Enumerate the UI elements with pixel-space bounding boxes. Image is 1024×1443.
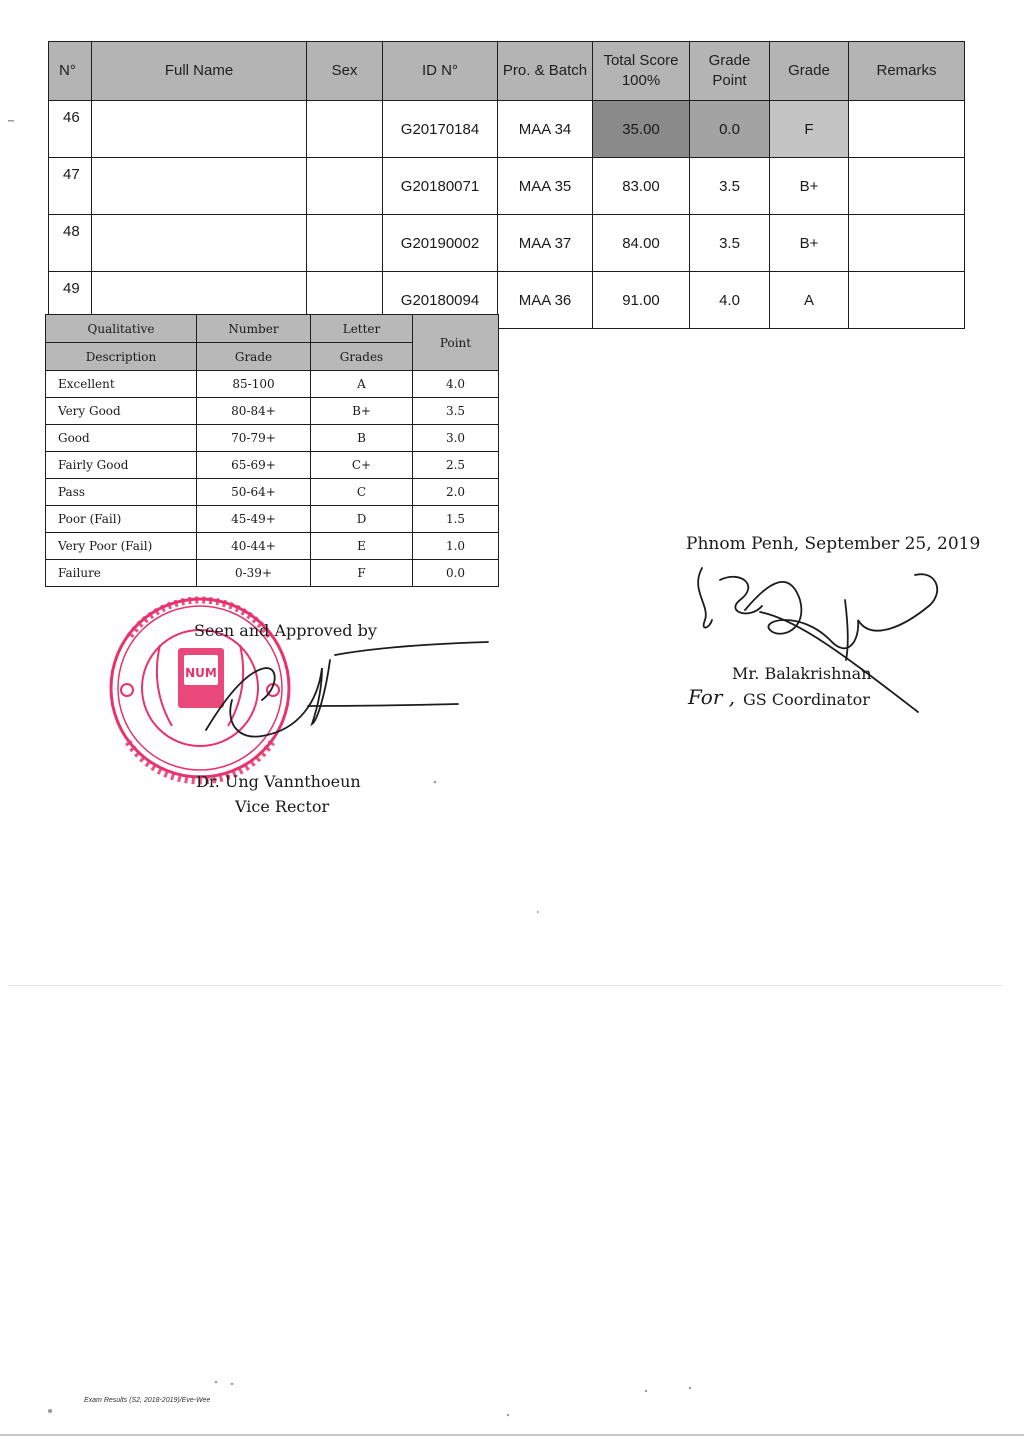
scale-letter: A (311, 371, 413, 398)
row-number: 46 (49, 101, 92, 158)
place-date: Phnom Penh, September 25, 2019 (686, 534, 981, 554)
scale-header-description: Description (46, 343, 197, 371)
grade-point-cell: 4.0 (690, 272, 770, 329)
scale-point: 3.0 (413, 425, 499, 452)
col-header-grade: Grade (770, 42, 849, 101)
score-cell: 91.00 (593, 272, 690, 329)
grade-point-cell: 3.5 (690, 158, 770, 215)
scale-letter: D (311, 506, 413, 533)
scale-number: 70-79+ (197, 425, 311, 452)
scale-point: 0.0 (413, 560, 499, 587)
footer-note: Exam Results (S2, 2018-2019)/Eve-Wee (84, 1397, 211, 1404)
col-header-total-score: Total Score 100% (593, 42, 690, 101)
scale-number: 0-39+ (197, 560, 311, 587)
scale-number: 40-44+ (197, 533, 311, 560)
scale-number: 65-69+ (197, 452, 311, 479)
scale-number: 85-100 (197, 371, 311, 398)
scale-header-number: Number (197, 315, 311, 343)
batch-cell: MAA 35 (498, 158, 593, 215)
approver-role: Vice Rector (235, 797, 330, 816)
id-cell: G20170184 (383, 101, 498, 158)
col-header-sex: Sex (307, 42, 383, 101)
signer-role: GS Coordinator (743, 690, 870, 709)
scale-letter: C (311, 479, 413, 506)
scale-letter: E (311, 533, 413, 560)
scale-number: 50-64+ (197, 479, 311, 506)
scale-point: 2.5 (413, 452, 499, 479)
grade-point-cell: 3.5 (690, 215, 770, 272)
row-number: 48 (49, 215, 92, 272)
scale-point: 3.5 (413, 398, 499, 425)
scale-description: Very Good (46, 398, 197, 425)
col-header-batch: Pro. & Batch (498, 42, 593, 101)
scale-number: 45-49+ (197, 506, 311, 533)
col-header-number: N° (49, 42, 92, 101)
scale-header-point: Point (413, 315, 499, 371)
scale-letter: B (311, 425, 413, 452)
scale-description: Poor (Fail) (46, 506, 197, 533)
approved-label: Seen and Approved by (194, 621, 377, 640)
scale-description: Excellent (46, 371, 197, 398)
scale-letter: F (311, 560, 413, 587)
scale-point: 4.0 (413, 371, 499, 398)
scale-description: Good (46, 425, 197, 452)
scale-description: Failure (46, 560, 197, 587)
approver-name: Dr. Ung Vannthoeun (196, 772, 361, 791)
scale-header-grade: Grade (197, 343, 311, 371)
col-header-id: ID N° (383, 42, 498, 101)
scale-point: 1.5 (413, 506, 499, 533)
score-cell: 83.00 (593, 158, 690, 215)
scale-point: 2.0 (413, 479, 499, 506)
signer-for-handwritten: For , (688, 685, 736, 709)
scale-letter: C+ (311, 452, 413, 479)
col-header-remarks: Remarks (849, 42, 965, 101)
scale-header-qualitative: Qualitative (46, 315, 197, 343)
grade-point-cell: 0.0 (690, 101, 770, 158)
id-cell: G20190002 (383, 215, 498, 272)
scale-description: Pass (46, 479, 197, 506)
score-cell: 35.00 (593, 101, 690, 158)
scan-artifacts (0, 120, 1024, 1436)
scale-number: 80-84+ (197, 398, 311, 425)
id-cell: G20180071 (383, 158, 498, 215)
col-header-grade-point: Grade Point (690, 42, 770, 101)
score-cell: 84.00 (593, 215, 690, 272)
seal-monogram: NUM (185, 666, 217, 680)
id-cell: G20180094 (383, 272, 498, 329)
batch-cell: MAA 34 (498, 101, 593, 158)
row-number: 47 (49, 158, 92, 215)
signer-name: Mr. Balakrishnan (732, 664, 872, 683)
scale-header-letter: Letter (311, 315, 413, 343)
grade-cell: F (770, 101, 849, 158)
scale-point: 1.0 (413, 533, 499, 560)
row-number: 49 (49, 272, 92, 329)
scale-description: Fairly Good (46, 452, 197, 479)
batch-cell: MAA 36 (498, 272, 593, 329)
grade-cell: A (770, 272, 849, 329)
scale-letter: B+ (311, 398, 413, 425)
scale-header-grades: Grades (311, 343, 413, 371)
grade-cell: B+ (770, 158, 849, 215)
scale-description: Very Poor (Fail) (46, 533, 197, 560)
batch-cell: MAA 37 (498, 215, 593, 272)
grade-cell: B+ (770, 215, 849, 272)
col-header-full-name: Full Name (92, 42, 307, 101)
